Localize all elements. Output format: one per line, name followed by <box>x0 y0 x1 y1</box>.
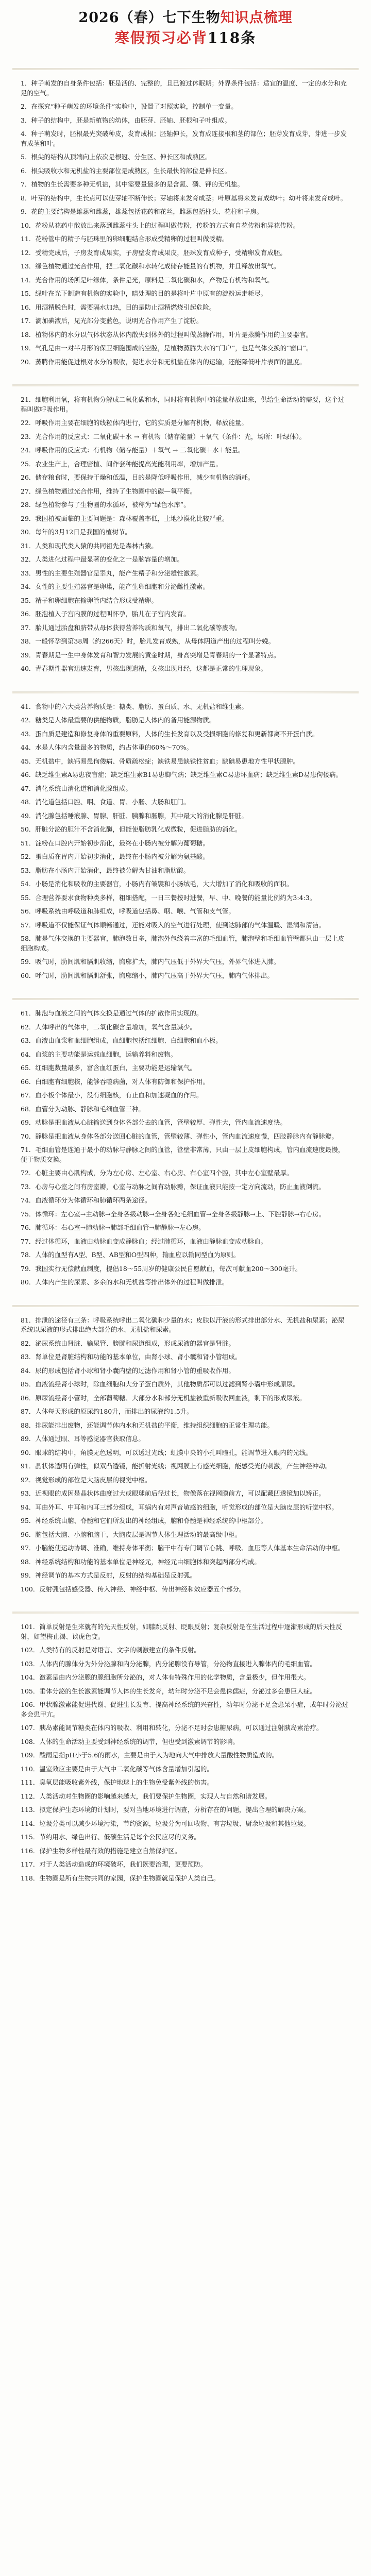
knowledge-point: 69．动脉是把血液从心脏输送到身体各部分去的血管，管壁较厚、弹性大，管内血流速度快。 <box>21 1118 286 1126</box>
knowledge-point: 27．绿色植物通过光合作用，维持了生物圈中的碳—氧平衡。 <box>21 487 196 495</box>
knowledge-point: 60．呼气时，肋间肌和膈肌舒张，胸廓缩小，肺内气压高于外界大气压，肺内气体排出。 <box>21 971 274 979</box>
knowledge-point: 113．拟定保护生态环境的计划时，要对当地环境进行调查，分析存在的问题，提出合理的解决方案。 <box>21 1806 310 1814</box>
knowledge-point: 23．光合作用的反应式：二氧化碳＋水 → 有机物（储存能量）＋氧气（条件：光，场所：叶绿体）。 <box>21 432 306 440</box>
knowledge-point: 84．尿的形成包括肾小球和肾小囊内壁的过滤作用和肾小管的重吸收作用。 <box>21 1366 235 1375</box>
knowledge-point: 70．静脉是把血液从身体各部分送回心脏的血管，管壁较薄、弹性小，管内血流速度慢，四肢静脉内有静脉瓣。 <box>21 1132 338 1140</box>
knowledge-point: 95．神经系统由脑、脊髓和它们所发出的神经组成，脑和脊髓是神经系统的中枢部分。 <box>21 1517 267 1524</box>
knowledge-point: 5．根尖的结构从顶端向上依次是根冠、分生区、伸长区和成熟区。 <box>21 153 212 161</box>
knowledge-point: 75．体循环：左心室→主动脉→全身各级动脉→全身各处毛细血管→全身各级静脉→上、下腔静脉→右心房。 <box>21 1210 326 1218</box>
knowledge-point: 76．肺循环：右心室→肺动脉→肺部毛细血管→肺静脉→左心房。 <box>21 1224 205 1231</box>
knowledge-point: 85．血液流经肾小球时，除血细胞和大分子蛋白质外，其他物质都可以过滤到肾小囊中形成原尿。 <box>21 1380 299 1388</box>
knowledge-point: 66．白细胞有细胞核，能够吞噬病菌，对人体有防御和保护作用。 <box>21 1077 209 1086</box>
knowledge-point: 18．植物体内的水分以气体状态从体内散失到体外的过程叫做蒸腾作用，叶片是蒸腾作用的主要器官。 <box>21 330 312 338</box>
knowledge-point: 30．每年的3月12日是我国的植树节。 <box>21 528 131 536</box>
knowledge-point: 105．垂体分泌的生长激素能调节人体的生长发育，幼年时分泌不足会患侏儒症，分泌过多会患巨人症。 <box>21 1687 316 1695</box>
knowledge-point: 19．气孔是由一对半月形的保卫细胞围成的空腔，是植物蒸腾失水的“门户”，也是气体交换的“窗口”。 <box>21 344 313 352</box>
knowledge-point: 61．肺泡与血液之间的气体交换是通过气体的扩散作用实现的。 <box>21 1009 203 1017</box>
knowledge-point: 32．人类进化过程中最显著的变化之一是脑容量的增加。 <box>21 555 183 563</box>
knowledge-point: 93．近视眼的成因是晶状体曲度过大或眼球前后径过长，物像落在视网膜前方，可以配戴凹透镜加以矫正。 <box>21 1489 325 1497</box>
knowledge-point: 8．叶芽的结构中，生长点可以使芽轴不断伸长；芽轴将来发育成茎；叶原基将来发育成幼叶；幼叶将来发育成叶。 <box>21 194 347 202</box>
knowledge-point: 65．红细胞数量最多，富含血红蛋白，主要功能是运输氧气。 <box>21 1064 196 1072</box>
title-part-red: 知识点梳理 <box>220 10 293 26</box>
knowledge-point: 9．花的主要结构是雄蕊和雌蕊，雄蕊包括花药和花丝，雌蕊包括柱头、花柱和子房。 <box>21 208 263 215</box>
knowledge-point: 97．小脑能使运动协调、准确，维持身体平衡；脑干中有专门调节心跳、呼吸、血压等人体基本生命活动的中枢。 <box>21 1544 345 1552</box>
knowledge-point: 44．水是人体内含量最多的物质，约占体重的60%～70%。 <box>21 743 193 751</box>
knowledge-point: 26．储存粮食时，要保持干燥和低温，目的是降低呼吸作用，减少有机物的消耗。 <box>21 473 255 481</box>
knowledge-point: 80．人体内产生的尿素、多余的水和无机盐等排出体外的过程叫做排泄。 <box>21 1278 229 1286</box>
knowledge-point: 63．血液由血浆和血细胞组成，血细胞包括红细胞、白细胞和血小板。 <box>21 1037 222 1044</box>
knowledge-point: 62．人体呼出的气体中，二氧化碳含量增加，氧气含量减少。 <box>21 1023 196 1031</box>
knowledge-point: 49．消化腺包括唾液腺、胃腺、肝脏、胰腺和肠腺，其中最大的消化腺是肝脏。 <box>21 811 248 820</box>
knowledge-point: 103．人体内的腺体分为外分泌腺和内分泌腺，内分泌腺没有导管，分泌物直接进入腺体内的毛细血管。 <box>21 1659 316 1668</box>
knowledge-point: 71．毛细血管是连通于最小的动脉与静脉之间的血管，管壁非常薄，只由一层上皮细胞构成，管内血流速度最慢，便于物质交换。 <box>21 1146 345 1163</box>
knowledge-point: 29．我国植被面临的主要问题是：森林覆盖率低，土地沙漠化比较严重。 <box>21 514 229 522</box>
subtitle-part-count: 118条 <box>207 29 257 46</box>
knowledge-section <box>12 998 359 1296</box>
knowledge-point: 59．吸气时，肋间肌和膈肌收缩，胸廓扩大，肺内气压低于外界大气压，外界气体进入肺。 <box>21 958 280 965</box>
knowledge-point: 88．排尿能排出废物，还能调节体内水和无机盐的平衡，维持组织细胞的正常生理功能。 <box>21 1421 274 1429</box>
footer-spacer <box>0 1896 371 1917</box>
knowledge-point: 77．经过体循环，血液由动脉血变成静脉血；经过肺循环，血液由静脉血变成动脉血。 <box>21 1237 267 1245</box>
knowledge-point: 55．合理营养要求食物种类多样，粗细搭配，一日三餐按时进餐，早、中、晚餐的能量比例约为3:4:3。 <box>21 893 316 902</box>
knowledge-point: 35．精子和卵细胞在输卵管内结合形成受精卵。 <box>21 596 158 604</box>
knowledge-point: 107．胰岛素能调节糖类在体内的吸收、利用和转化，分泌不足时会患糖尿病，可以通过注射胰岛素治疗。 <box>21 1724 323 1732</box>
knowledge-points-list <box>0 54 371 1891</box>
knowledge-point: 99．神经调节的基本方式是反射，反射的结构基础是反射弧。 <box>21 1571 196 1579</box>
knowledge-point: 101．简单反射是生来就有的先天性反射，如膝跳反射、眨眼反射；复杂反射是在生活过程中逐渐形成的后天性反射，如望梅止渴、谈虎色变。 <box>21 1623 342 1640</box>
knowledge-point: 7．植物的生长需要多种无机盐，其中需要量最多的是含氮、磷、钾的无机盐。 <box>21 180 244 188</box>
knowledge-point: 31．人类和现代类人猿的共同祖先是森林古猿。 <box>21 541 158 550</box>
knowledge-point: 90．眼球的结构中，角膜无色透明，可以透过光线；虹膜中央的小孔叫瞳孔，能调节进入眼内的光线。 <box>21 1448 312 1456</box>
knowledge-point: 96．脑包括大脑、小脑和脑干，大脑皮层是调节人体生理活动的最高级中枢。 <box>21 1530 242 1538</box>
knowledge-point: 17．滴加碘液后，见光部分变蓝色，说明光合作用产生了淀粉。 <box>21 317 203 325</box>
knowledge-point: 51．淀粉在口腔内开始初步消化，最终在小肠内被分解为葡萄糖。 <box>21 839 209 847</box>
knowledge-point: 2．在探究“种子萌发的环境条件”实验中，设置了对照实验，控制单一变量。 <box>21 103 238 110</box>
knowledge-point: 74．血液循环分为体循环和肺循环两条途径。 <box>21 1196 151 1204</box>
knowledge-point: 28．绿色植物参与了生物圈的水循环，被称为“绿色水库”。 <box>21 501 190 509</box>
knowledge-point: 40．青春期性器官迅速发育，男孩出现遗精，女孩出现月经，这都是正常的生理现象。 <box>21 665 267 672</box>
knowledge-point: 46．缺乏维生素A易患夜盲症；缺乏维生素B1易患脚气病；缺乏维生素C易患坏血病；缺乏维生素D易患佝偻病。 <box>21 771 343 778</box>
knowledge-point: 118．生物圈是所有生物共同的家园，保护生物圈就是保护人类自己。 <box>21 1874 220 1882</box>
knowledge-point: 117．对于人类活动造成的环境破坏，我们既要治理，更要预防。 <box>21 1860 207 1868</box>
knowledge-point: 13．绿色植物通过光合作用，把二氧化碳和水转化成储存能量的有机物，并且释放出氧气。 <box>21 262 280 270</box>
knowledge-point: 81．排泄的途径有三条：呼吸系统呼出二氧化碳和少量的水；皮肤以汗液的形式排出部分水、无机盐和尿素；泌尿系统以尿液的形式排出绝大部分的水、无机盐和尿素。 <box>21 1316 345 1333</box>
knowledge-section <box>12 691 359 989</box>
knowledge-point: 109．酸雨是指pH小于5.6的雨水，主要是由于人为地向大气中排放大量酸性物质造成的。 <box>21 1751 279 1759</box>
knowledge-point: 112．人类活动对生物圈的影响越来越大，我们要保护生物圈，实现人与自然和谐发展。 <box>21 1792 272 1800</box>
document-header <box>0 0 371 54</box>
knowledge-point: 79．我国实行无偿献血制度，提倡18～55周岁的健康公民自愿献血，每次可献血200～300毫升。 <box>21 1264 302 1273</box>
knowledge-point: 98．神经系统结构和功能的基本单位是神经元，神经元由细胞体和突起两部分构成。 <box>21 1557 261 1566</box>
knowledge-section <box>12 384 359 682</box>
knowledge-point: 115．节约用水、绿色出行、低碳生活是每个公民应尽的义务。 <box>21 1833 200 1841</box>
knowledge-point: 4．种子萌发时，胚根最先突破种皮，发育成根；胚轴伸长，发育成连接根和茎的部位；胚芽发育成芽，芽进一步发育成茎和叶。 <box>21 130 347 147</box>
knowledge-point: 36．胚泡植入子宫内膜的过程叫怀孕，胎儿在子宫内发育。 <box>21 610 190 618</box>
knowledge-point: 92．视觉形成的部位是大脑皮层的视觉中枢。 <box>21 1476 151 1484</box>
knowledge-section <box>12 1305 359 1603</box>
knowledge-point: 6．根尖吸收水和无机盐的主要部位是成熟区，生长最快的部位是伸长区。 <box>21 166 231 175</box>
knowledge-point: 89．人体通过眼、耳等感觉器官获取信息。 <box>21 1435 145 1443</box>
knowledge-point: 34．女性的主要生殖器官是卵巢，能产生卵细胞和分泌雌性激素。 <box>21 583 209 590</box>
knowledge-point: 58．肺是气体交换的主要器官，肺泡数目多，肺泡外包绕着丰富的毛细血管，肺泡壁和毛细血管壁都只由一层上皮细胞构成。 <box>21 935 345 952</box>
knowledge-point: 83．肾单位是肾脏结构和功能的基本单位，由肾小球、肾小囊和肾小管组成。 <box>21 1353 242 1361</box>
knowledge-point: 94．耳由外耳、中耳和内耳三部分组成，耳蜗内有对声音敏感的细胞，听觉形成的部位是大脑皮层的听觉中枢。 <box>21 1503 338 1511</box>
knowledge-point: 100．反射弧包括感受器、传入神经、神经中枢、传出神经和效应器五个部分。 <box>21 1585 246 1593</box>
knowledge-point: 52．蛋白质在胃内开始初步消化，最终在小肠内被分解为氨基酸。 <box>21 853 209 860</box>
knowledge-point: 42．糖类是人体最重要的供能物质，脂肪是人体内的备用能源物质。 <box>21 716 216 724</box>
knowledge-point: 3．种子的结构中，胚是新植物的幼体，由胚芽、胚轴、胚根和子叶组成。 <box>21 116 231 124</box>
knowledge-point: 1．种子萌发的自身条件包括：胚是活的、完整的，且已渡过休眠期；外界条件包括：适宜的温度、一定的水分和充足的空气。 <box>21 79 347 97</box>
knowledge-point: 114．垃圾分类可以减少环境污染，节约资源，垃圾分为可回收物、有害垃圾、厨余垃圾和其他垃圾。 <box>21 1819 310 1827</box>
knowledge-point: 104．激素是由内分泌腺的腺细胞所分泌的，对人体有特殊作用的化学物质，含量极少，但作用很大。 <box>21 1673 310 1681</box>
knowledge-point: 53．脂肪在小肠内开始消化，最终被分解为甘油和脂肪酸。 <box>21 866 190 874</box>
knowledge-point: 10．花粉从花药中散放出来落到雌蕊柱头上的过程叫做传粉，传粉的方式有自花传粉和异花传粉。 <box>21 221 299 229</box>
title-part-black: 2026（春）七下生物 <box>78 10 221 26</box>
knowledge-point: 12．受精完成后，子房发育成果实，子房壁发育成果皮，胚珠发育成种子，受精卵发育成胚。 <box>21 248 286 257</box>
knowledge-point: 43．蛋白质是建造和修复身体的重要原料，人体的生长发育以及受损细胞的修复和更新都离不开蛋白质。 <box>21 730 319 738</box>
knowledge-point: 73．心房与心室之间有房室瓣，心室与动脉之间有动脉瓣，保证血液只能按一定方向流动，防止血液倒流。 <box>21 1182 325 1191</box>
knowledge-point: 108．人体的生命活动主要受到神经系统的调节，但也受到激素调节的影响。 <box>21 1737 239 1745</box>
knowledge-point: 116．保护生物多样性最有效的措施是建立自然保护区。 <box>21 1846 181 1855</box>
knowledge-section <box>12 68 359 375</box>
knowledge-point: 16．用酒精脱色时，需要隔水加热，目的是防止酒精燃烧引起危险。 <box>21 303 216 311</box>
knowledge-point: 91．晶状体透明有弹性，似双凸透镜，能折射光线；视网膜上有感光细胞，能感受光的刺激，产生神经冲动。 <box>21 1462 332 1470</box>
knowledge-point: 56．呼吸系统由呼吸道和肺组成，呼吸道包括鼻、咽、喉、气管和支气管。 <box>21 907 235 915</box>
knowledge-point: 67．血小板个体最小，没有细胞核，有止血和加速凝血的作用。 <box>21 1091 203 1099</box>
knowledge-point: 33．男性的主要生殖器官是睾丸，能产生精子和分泌雄性激素。 <box>21 569 203 577</box>
knowledge-point: 72．心脏主要由心肌构成，分为左心房、左心室、右心房、右心室四个腔，其中左心室壁最厚。 <box>21 1169 293 1177</box>
knowledge-point: 82．泌尿系统由肾脏、输尿管、膀胱和尿道组成，形成尿液的器官是肾脏。 <box>21 1339 235 1347</box>
knowledge-point: 22．呼吸作用主要在细胞的线粒体内进行，它的实质是分解有机物，释放能量。 <box>21 419 248 427</box>
knowledge-point: 48．消化道包括口腔、咽、食道、胃、小肠、大肠和肛门。 <box>21 798 190 806</box>
knowledge-point: 78．人体的血型有A型、B型、AB型和O型四种，输血应以输同型血为原则。 <box>21 1251 240 1259</box>
knowledge-section <box>12 1612 359 1891</box>
knowledge-point: 45．无机盐中，缺钙易患佝偻病、骨质疏松症；缺铁易患缺铁性贫血；缺碘易患地方性甲状腺肿。 <box>21 757 299 765</box>
knowledge-point: 64．血浆的主要功能是运载血细胞，运输养料和废物。 <box>21 1050 177 1058</box>
knowledge-point: 24．呼吸作用的反应式：有机物（储存能量）＋氧气 → 二氧化碳＋水＋能量。 <box>21 446 245 454</box>
subtitle-part-red: 寒假预习必背 <box>114 29 208 46</box>
knowledge-point: 111．臭氧层能吸收紫外线，保护地球上的生物免受紫外线的伤害。 <box>21 1778 213 1786</box>
knowledge-point: 20．蒸腾作用能促进根对水分的吸收，促进水分和无机盐在体内的运输，还能降低叶片表面的温度。 <box>21 358 306 366</box>
knowledge-point: 25．农业生产上，合理密植、间作套种能提高光能利用率，增加产量。 <box>21 460 222 468</box>
document-title <box>15 8 356 28</box>
knowledge-point: 54．小肠是消化和吸收的主要器官，小肠内有皱襞和小肠绒毛，大大增加了消化和吸收的面积。 <box>21 880 293 888</box>
knowledge-point: 11．花粉管中的精子与胚珠里的卵细胞结合形成受精卵的过程叫做受精。 <box>21 235 229 243</box>
knowledge-point: 87．人体每天形成的原尿约180升，而排出的尿液约1.5升。 <box>21 1408 193 1415</box>
knowledge-point: 57．呼吸道不仅能保证气体顺畅通过，还能对吸入的空气进行处理，使到达肺部的气体温暖、湿润和清洁。 <box>21 921 325 929</box>
knowledge-point: 21．细胞利用氧，将有机物分解成二氧化碳和水，同时将有机物中的能量释放出来，供给生命活动的需要，这个过程叫做呼吸作用。 <box>21 396 345 413</box>
knowledge-point: 39．青春期是一生中身体发育和智力发展的黄金时期，身高突增是青春期的一个显著特点。 <box>21 651 280 659</box>
knowledge-point: 68．血管分为动脉、静脉和毛细血管三种。 <box>21 1105 145 1113</box>
knowledge-point: 14．光合作用的场所是叶绿体，条件是光，原料是二氧化碳和水，产物是有机物和氧气。 <box>21 276 274 284</box>
knowledge-point: 106．甲状腺激素能促进代谢、促进生长发育、提高神经系统的兴奋性，幼年时分泌不足会患呆小症，成年时分泌过多会患甲亢。 <box>21 1701 349 1718</box>
knowledge-point: 37．胎儿通过胎盘和脐带从母体获得营养物质和氧气，排出二氧化碳等废物。 <box>21 623 242 632</box>
document-subtitle <box>15 28 356 48</box>
knowledge-point: 15．绿叶在光下制造有机物的实验中，暗处理的目的是将叶片中原有的淀粉运走耗尽。 <box>21 290 267 297</box>
knowledge-point: 110．温室效应主要是由于大气中二氧化碳等气体含量增加引起的。 <box>21 1765 213 1773</box>
knowledge-point: 41．食物中的六大类营养物质是：糖类、脂肪、蛋白质、水、无机盐和维生素。 <box>21 702 248 710</box>
knowledge-point: 38．一般怀孕到第38周（约266天）时，胎儿发育成熟，从母体阴道产出的过程叫分娩。 <box>21 637 275 645</box>
knowledge-point: 50．肝脏分泌的胆汁不含消化酶，但能使脂肪乳化成微粒，促进脂肪的消化。 <box>21 825 242 833</box>
knowledge-point: 86．原尿流经肾小管时，全部葡萄糖、大部分水和部分无机盐被重新吸收回血液，剩下的形成尿液。 <box>21 1394 306 1402</box>
knowledge-point: 47．消化系统由消化道和消化腺组成。 <box>21 784 132 792</box>
knowledge-point: 102．人类特有的反射是对语言、文字的刺激建立的条件反射。 <box>21 1646 200 1654</box>
